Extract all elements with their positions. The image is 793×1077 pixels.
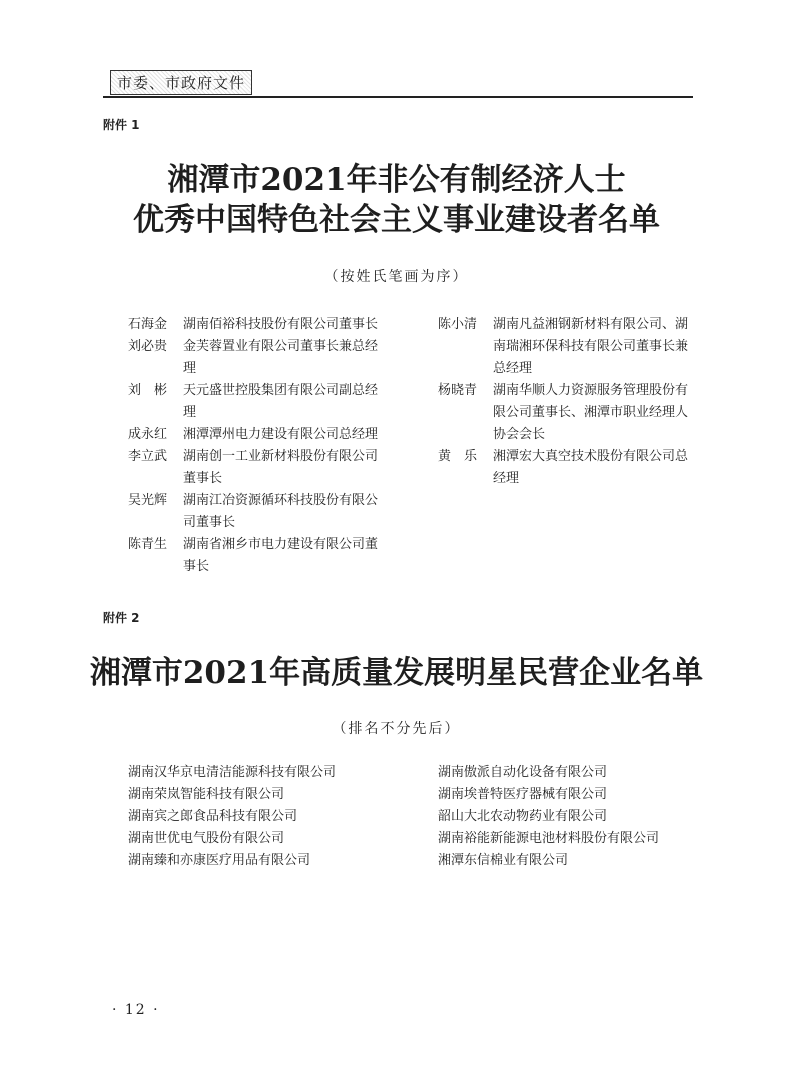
honoree-organization: 湖南凡益湘钢新材料有限公司、湖南瑞湘环保科技有限公司董事长兼总经理 bbox=[493, 317, 689, 376]
honoree-entry bbox=[128, 336, 390, 380]
honoree-name: 成永红 bbox=[128, 427, 168, 442]
honoree-name: 杨晓青 bbox=[438, 383, 478, 398]
company-entry: 湖南傲派自动化设备有限公司 bbox=[438, 765, 608, 780]
attachment-1-title bbox=[0, 160, 793, 240]
header-divider bbox=[103, 96, 693, 98]
honoree-entry bbox=[128, 424, 390, 446]
honoree-entry bbox=[438, 314, 700, 380]
company-entry: 湖南汉华京电清洁能源科技有限公司 bbox=[128, 765, 337, 780]
honoree-name: 吴光辉 bbox=[128, 493, 168, 508]
honoree-entry bbox=[128, 490, 390, 534]
honoree-organization: 湖南创一工业新材料股份有限公司董事长 bbox=[183, 449, 379, 486]
company-list-left bbox=[128, 762, 336, 872]
honoree-list-right bbox=[438, 314, 700, 490]
company-entry: 湖南臻和亦康医疗用品有限公司 bbox=[128, 853, 311, 868]
honoree-organization: 金芙蓉置业有限公司董事长兼总经理 bbox=[183, 339, 379, 376]
honoree-entry bbox=[128, 314, 390, 336]
honoree-organization: 湖南省湘乡市电力建设有限公司董事长 bbox=[183, 537, 379, 574]
company-entry: 湖南裕能新能源电池材料股份有限公司 bbox=[438, 831, 660, 846]
company-list-right bbox=[438, 762, 659, 872]
honoree-organization: 湘潭宏大真空技术股份有限公司总经理 bbox=[493, 449, 689, 486]
attachment-2-subtitle: （排名不分先后） bbox=[332, 721, 461, 737]
attachment-1-title-line2: 优秀中国特色社会主义事业建设者名单 bbox=[133, 202, 660, 238]
attachment-2-label: 附件 2 bbox=[103, 611, 140, 625]
honoree-name: 刘必贵 bbox=[128, 339, 168, 354]
company-entry: 湖南荣岚智能科技有限公司 bbox=[128, 787, 285, 802]
honoree-name: 黄 乐 bbox=[438, 449, 478, 464]
page-number: · 12 · bbox=[112, 1002, 160, 1018]
attachment-2-title: 湘潭市2021年高质量发展明星民营企业名单 bbox=[89, 655, 704, 691]
company-entry: 湖南世优电气股份有限公司 bbox=[128, 831, 285, 846]
company-entry: 湘潭东信棉业有限公司 bbox=[438, 853, 569, 868]
honoree-name: 刘 彬 bbox=[128, 383, 168, 398]
honoree-organization: 湖南江冶资源循环科技股份有限公司董事长 bbox=[183, 493, 379, 530]
honoree-entry bbox=[128, 534, 390, 578]
honoree-name: 李立武 bbox=[128, 449, 168, 464]
honoree-entry bbox=[128, 446, 390, 490]
honoree-name: 陈青生 bbox=[128, 537, 168, 552]
company-entry: 湖南宾之郎食品科技有限公司 bbox=[128, 809, 298, 824]
honoree-organization: 湖南佰裕科技股份有限公司董事长 bbox=[183, 317, 379, 332]
attachment-1-label: 附件 1 bbox=[103, 118, 140, 132]
attachment-1-subtitle: （按姓氏笔画为序） bbox=[324, 269, 469, 285]
honoree-list-left bbox=[128, 314, 390, 578]
company-entry: 韶山大北农动物药业有限公司 bbox=[438, 809, 608, 824]
honoree-name: 石海金 bbox=[128, 317, 168, 332]
company-entry: 湖南埃普特医疗器械有限公司 bbox=[438, 787, 608, 802]
section-header-label: 市委、市政府文件 bbox=[110, 70, 252, 95]
honoree-entry bbox=[438, 380, 700, 446]
honoree-entry bbox=[128, 380, 390, 424]
honoree-organization: 天元盛世控股集团有限公司副总经理 bbox=[183, 383, 379, 420]
honoree-organization: 湘潭潭州电力建设有限公司总经理 bbox=[183, 427, 379, 442]
honoree-organization: 湖南华顺人力资源服务管理股份有限公司董事长、湘潭市职业经理人协会会长 bbox=[493, 383, 689, 442]
honoree-name: 陈小清 bbox=[438, 317, 478, 332]
honoree-entry bbox=[438, 446, 700, 490]
attachment-1-title-line1: 湘潭市2021年非公有制经济人士 bbox=[167, 162, 626, 198]
